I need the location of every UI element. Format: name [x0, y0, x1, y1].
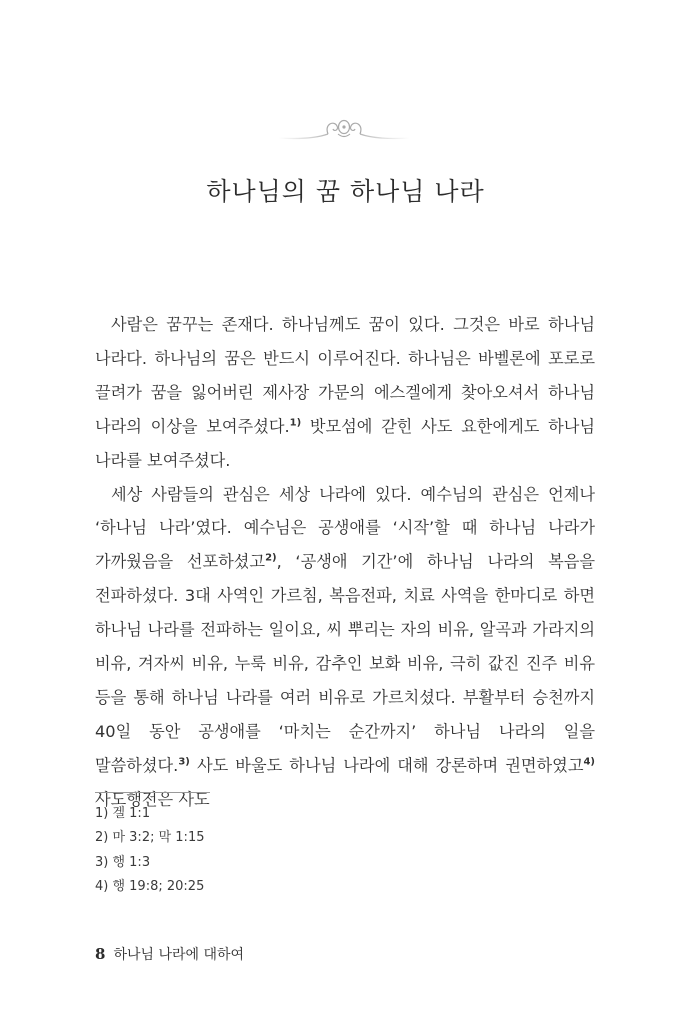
footnote-4: 4) 행 19:8; 20:25 [95, 878, 205, 894]
paragraph-2 [95, 478, 595, 817]
text-run: 세상 사람들의 관심은 세상 나라에 있다. 예수님의 관심은 언제나 ‘하나님 나라’였다. 예수님은 공생애를 ‘시작’할 때 하나님 나라가 가까웠음을 선포하셨고 [95, 484, 595, 572]
text-run: 사람은 꿈꾸는 존재다. 하나님께도 꿈이 있다. 그것은 바로 하나님 나라다. 하나님의 꿈은 반드시 이루어진다. 하나님은 바벨론에 포로로 끌려가 꿈을 잃어버린 제사장 가문의 에스겔에게 찾아오셔서 하나님 나라의 이상을 보여주셨다. [95, 315, 595, 436]
footnote-divider [95, 792, 210, 793]
text-run: 사도 바울도 하나님 나라에 대해 강론하며 권면하였고 [189, 755, 584, 775]
chapter-title: 하나님의 꿈 하나님 나라 [206, 177, 485, 206]
footnote-3: 3) 행 1:3 [95, 854, 151, 870]
page-number: 8 [95, 945, 106, 963]
footnote-ref-4: 4) [583, 756, 595, 768]
text-run: 밧모섬에 갇힌 사도 요한에게도 하나님 나라를 보여주셨다. [95, 416, 596, 470]
text-run: 사도행전은 사도 [95, 789, 210, 809]
paragraph-1 [95, 308, 595, 478]
body-text [95, 308, 595, 817]
footnote-ref-1: 1) [289, 417, 302, 429]
footnotes-list [95, 802, 204, 899]
page-footer [95, 944, 244, 964]
ornament-divider-icon [276, 112, 412, 148]
footnote-ref-3: 3) [178, 756, 190, 768]
footnote-ref-2: 2) [265, 552, 277, 564]
footnote-2: 2) 마 3:2; 막 1:15 [95, 830, 205, 846]
footnote-1: 1) 겔 1:1 [95, 806, 151, 821]
text-run: , ‘공생애 기간’에 하나님 나라의 복음을 전파하셨다. 3대 사역인 가르침, 복음전파, 치료 사역을 한마디로 하면 하나님 나라를 전파하는 일이요, 씨 뿌리는 자의 비유, 알곡과 가라지의 비유, 겨자씨 비유, 누룩 비유, 감추인 보화 비유, 극히 값진 진주 비유 등을 통해 하나님 나라를 여러 비유로 가르치셨다. 부활부터 승천까지 40일 동안 공생애를 ‘마치는 순간까지’ 하나님 나라의 일을 말씀하셨다. [95, 552, 595, 775]
running-title: 하나님 나라에 대하여 [113, 947, 245, 963]
